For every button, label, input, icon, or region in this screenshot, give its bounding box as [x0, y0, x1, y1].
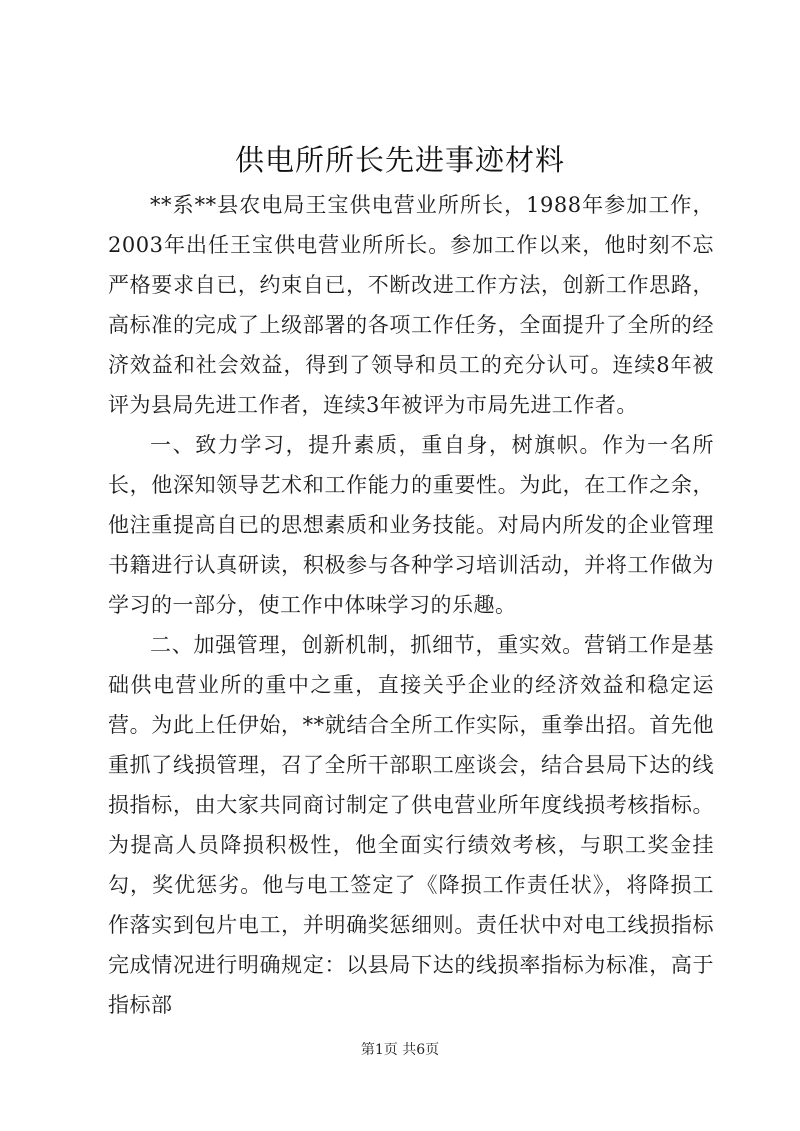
paragraph-intro: **系**县农电局王宝供电营业所所长，1988年参加工作，2003年出任王宝供电营业所所长。参加工作以来，他时刻不忘严格要求自已，约束自已，不断改进工作方法，创新工作思路，高标准的完成了上级部署的各项工作任务，全面提升了全所的经济效益和社会效益，得到了领导和员工的充分认可。连续8年被评为县局先进工作者，连续3年被评为市局先进工作者。 — [108, 193, 714, 417]
document-title: 供电所所长先进事迹材料 — [234, 143, 565, 177]
paragraph-section-2: 二、加强管理，创新机制，抓细节，重实效。营销工作是基础供电营业所的重中之重，直接关乎企业的经济效益和稳定运营。为此上任伊始，**就结合全所工作实际，重拳出招。首先他重抓了线损管理，召了全所干部职工座谈会，结合县局下达的线损指标，由大家共同商讨制定了供电营业所年度线损考核指标。为提高人员降损积极性，他全面实行绩效考核，与职工奖金挂勾，奖优惩劣。他与电工签定了《降损工作责任状》，将降损工作落实到包片电工，并明确奖惩细则。责任状中对电工线损指标完成情况进行明确规定：以县局下达的线损率指标为标准，高于指标部 — [108, 633, 714, 1017]
document-body — [108, 185, 714, 1025]
page-number-footer: 第1页 共6页 — [360, 1042, 440, 1058]
paragraph-section-1: 一、致力学习，提升素质，重自身，树旗帜。作为一名所长，他深知领导艺术和工作能力的重要性。为此，在工作之余，他注重提高自已的思想素质和业务技能。对局内所发的企业管理书籍进行认真研读，积极参与各种学习培训活动，并将工作做为学习的一部分，使工作中体味学习的乐趣。 — [108, 433, 714, 617]
